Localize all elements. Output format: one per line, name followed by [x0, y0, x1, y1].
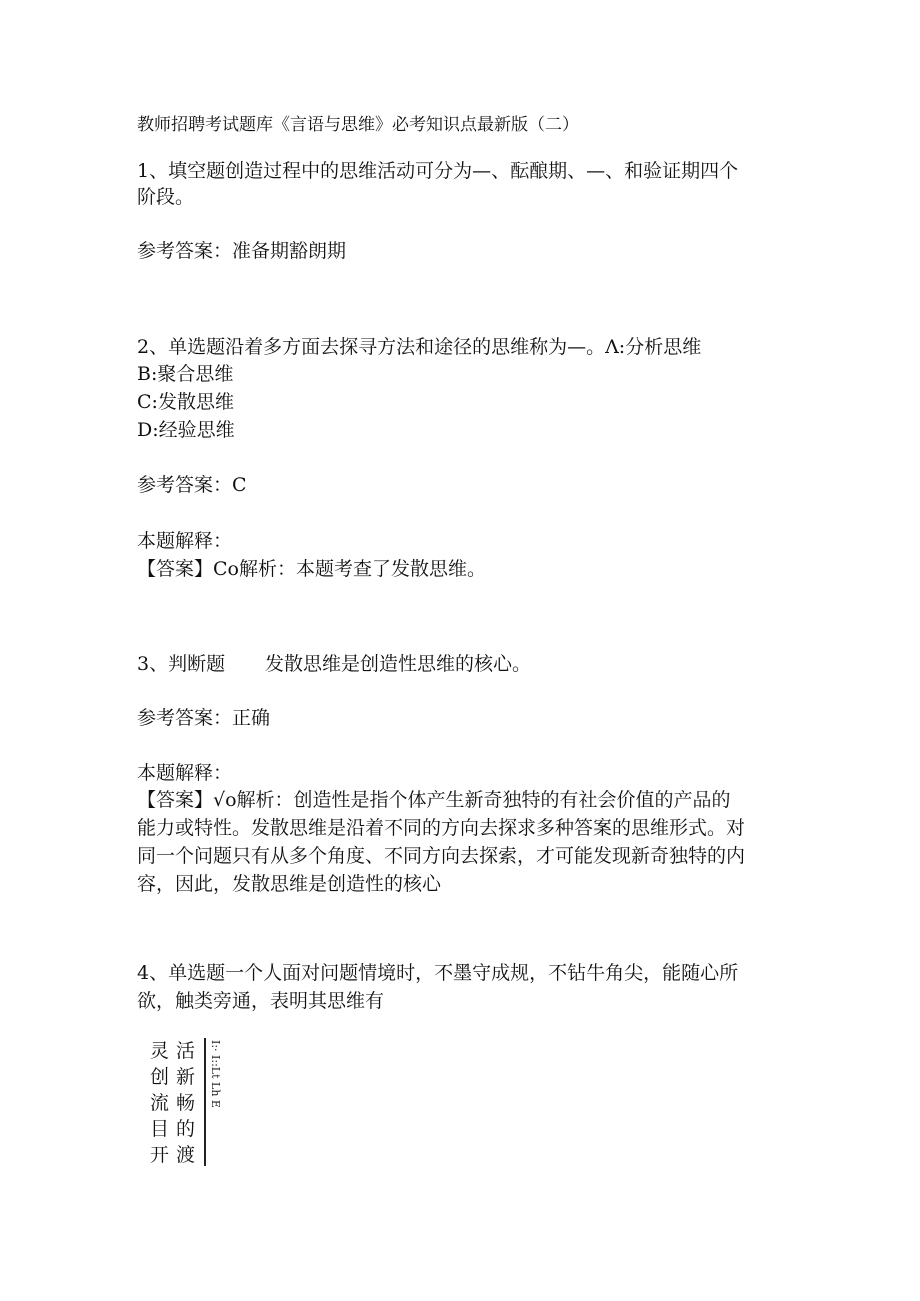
q3-explanation-line1: 【答案】√o解析：创造性是指个体产生新奇独特的有社会价值的产品的 [137, 789, 731, 811]
q4-line2: 欲，触类旁通，表明其思维有 [137, 990, 385, 1012]
q2-answer: C [232, 474, 247, 496]
q4-col1-char: 目 [150, 1118, 170, 1140]
q3-explain-label: 本题解释： [137, 762, 233, 784]
q1-line1: 1、填空题创造过程中的思维活动可分为—、酝酿期、—、和验证期四个 [137, 160, 739, 182]
q1-answer: 准备期豁朗期 [232, 240, 347, 262]
q3-type: 3、判断题 [137, 653, 226, 675]
q2-option-b: B:聚合思维 [137, 363, 234, 385]
q4-col2-char: 新 [176, 1066, 196, 1088]
q4-col1-char: 灵 [150, 1040, 170, 1062]
q4-line1: 4、单选题一个人面对问题情境时，不墨守成规，不钻牛角尖，能随心所 [137, 962, 739, 984]
q4-option-column-1 [150, 1038, 169, 1168]
answer-label: 参考答案： [137, 474, 233, 496]
q4-col1-char: 流 [150, 1092, 170, 1114]
q1-answer-row [137, 238, 346, 264]
q4-col2-char: 渡 [176, 1144, 196, 1166]
q4-vertical-rule [204, 1038, 206, 1166]
q2-line1: 2、单选题沿着多方面去探寻方法和途径的思维称为—。Λ:分析思维 [137, 336, 702, 358]
q1-line2: 阶段。 [137, 186, 195, 208]
q3-explanation-line4: 容，因此，发散思维是创造性的核心 [137, 873, 442, 895]
answer-label: 参考答案： [137, 707, 233, 729]
q3-answer-row [137, 705, 270, 731]
q3-explanation-line3: 同一个问题只有从多个角度、不同方向去探索，才可能发现新奇独特的内 [137, 845, 746, 867]
q4-col1-char: 创 [150, 1066, 170, 1088]
q3-explanation-line2: 能力或特性。发散思维是沿着不同的方向去探求多种答案的思维形式。对 [137, 817, 746, 839]
q2-answer-row [137, 472, 247, 498]
q2-option-c: C:发散思维 [137, 391, 234, 413]
q3-answer: 正确 [232, 707, 271, 729]
q4-col2-char: 畅 [176, 1092, 196, 1114]
q2-option-d: D:经验思维 [137, 419, 235, 441]
q4-side-text: I:· I::Lt Lh E [209, 1040, 222, 1108]
q2-explanation: 【答案】Co解析：本题考查了发散思维。 [137, 558, 486, 580]
document-title: 教师招聘考试题库《言语与思维》必考知识点最新版（二） [137, 115, 579, 135]
q4-option-column-2 [176, 1038, 195, 1168]
q4-col2-char: 活 [176, 1040, 196, 1062]
q3-statement: 发散思维是创造性思维的核心。 [265, 653, 532, 675]
q4-col2-char: 的 [176, 1118, 196, 1140]
answer-label: 参考答案： [137, 240, 233, 262]
q2-explain-label: 本题解释： [137, 530, 233, 552]
q4-col1-char: 开 [150, 1144, 170, 1166]
